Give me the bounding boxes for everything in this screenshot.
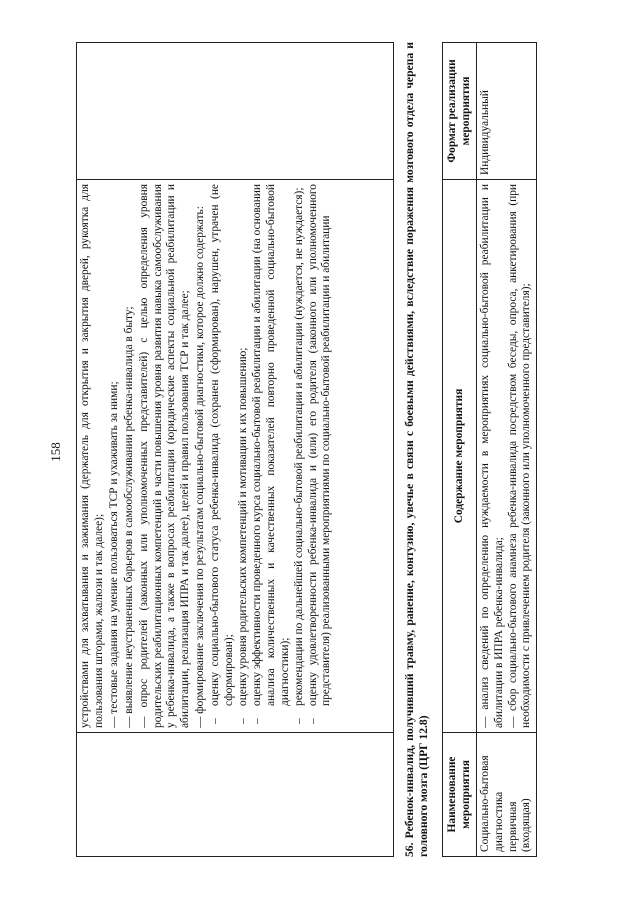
- rotated-document-page: [40, 27, 600, 877]
- list-item: – оценку удовлетворенности ребенка-инвалида и (или) его родителя (законного или уполномоченного представителя) реализованными мероприятиями по социально-бытовой реабилитации и абилитации: [307, 184, 335, 728]
- activity-name-line: Социально-бытовая диагностика: [479, 755, 506, 852]
- table-row: [77, 43, 394, 857]
- content-paragraph: — тестовые задания на умение пользоваться ТСР и ухаживать за ними;: [107, 381, 120, 728]
- activity-name-cell: [477, 733, 537, 857]
- table-row: [477, 43, 537, 857]
- activity-name-line: (входящая): [520, 798, 533, 852]
- upper-table-fragment: [76, 42, 394, 857]
- upper-content-cell: [77, 180, 394, 733]
- activity-name-line: первичная: [506, 801, 519, 852]
- content-paragraph: — опрос родителей (законных или уполномоченных представителей) с целью определения уровня родительских реабилитационных компетенций в части повышения уровня развития навыка самообслуживания у ребенка-инвалида, а также в вопросах реабилитации (юридические аспекты социальной реабилитации и абилитации, реализация ИПРА и так далее), целей и правил пользования ТСР и так далее;: [137, 184, 192, 728]
- content-paragraph: — формирование заключения по результатам социально-бытовой диагностики, которое должно содержать:: [194, 206, 207, 728]
- activity-content-cell: [477, 180, 537, 733]
- content-paragraph: — анализ сведений по определению нуждаемости в мероприятиях социально-бытовой реабилитации и абилитации в ИПРА ребенка-инвалида;: [479, 184, 506, 728]
- upper-name-cell: [77, 733, 394, 857]
- page-number: 158: [48, 442, 63, 462]
- header-format: Формат реализации мероприятия: [443, 43, 477, 180]
- content-paragraph: устройствами для захватывания и зажимания (держатель для открытия и закрытия дверей, рукоятка для пользования шторами, жалюзи и так далее);: [79, 184, 105, 728]
- list-item: – рекомендации по дальнейшей социально-бытовой реабилитации и абилитации (нуждается, не нуждается);: [293, 184, 307, 728]
- header-content: Содержание мероприятия: [443, 180, 477, 733]
- activities-table: [442, 42, 537, 857]
- content-paragraph: — выявление неустраненных барьеров в самообслуживании ребенка-инвалида в быту;: [122, 306, 135, 728]
- header-name: Наименование мероприятия: [443, 733, 477, 857]
- content-paragraph: — сбор социально-бытового анамнеза ребенка-инвалида посредством беседы, опроса, анкетирования (при необходимости с привлечением родителя (законного или уполномоченного представителя);: [506, 184, 533, 728]
- list-item: – оценку социально-бытового статуса ребенка-инвалида (сохранен (сформирован), нарушен, утрачен (не сформирован);: [209, 184, 237, 728]
- upper-format-cell: [77, 43, 394, 180]
- section-heading: 56. Ребенок-инвалид, получивший травму, ранение, контузию, увечье в связи с боевыми действиями, вследствие поражения мозгового отдела черепа и головного мозга (ЦРГ 12.8): [403, 42, 431, 857]
- list-item: – оценку эффективности проведенного курса социально-бытовой реабилитации и абилитации (на основании анализа количественных и качественных показателей повторно проведенной социально-бытовой диагностики);: [251, 184, 293, 728]
- list-item: – оценку уровня родительских компетенций и мотивации к их повышению;: [237, 184, 251, 728]
- conclusion-list: [209, 184, 334, 728]
- table-header-row: [443, 43, 477, 857]
- activity-format-cell: Индивидуальный: [477, 43, 537, 180]
